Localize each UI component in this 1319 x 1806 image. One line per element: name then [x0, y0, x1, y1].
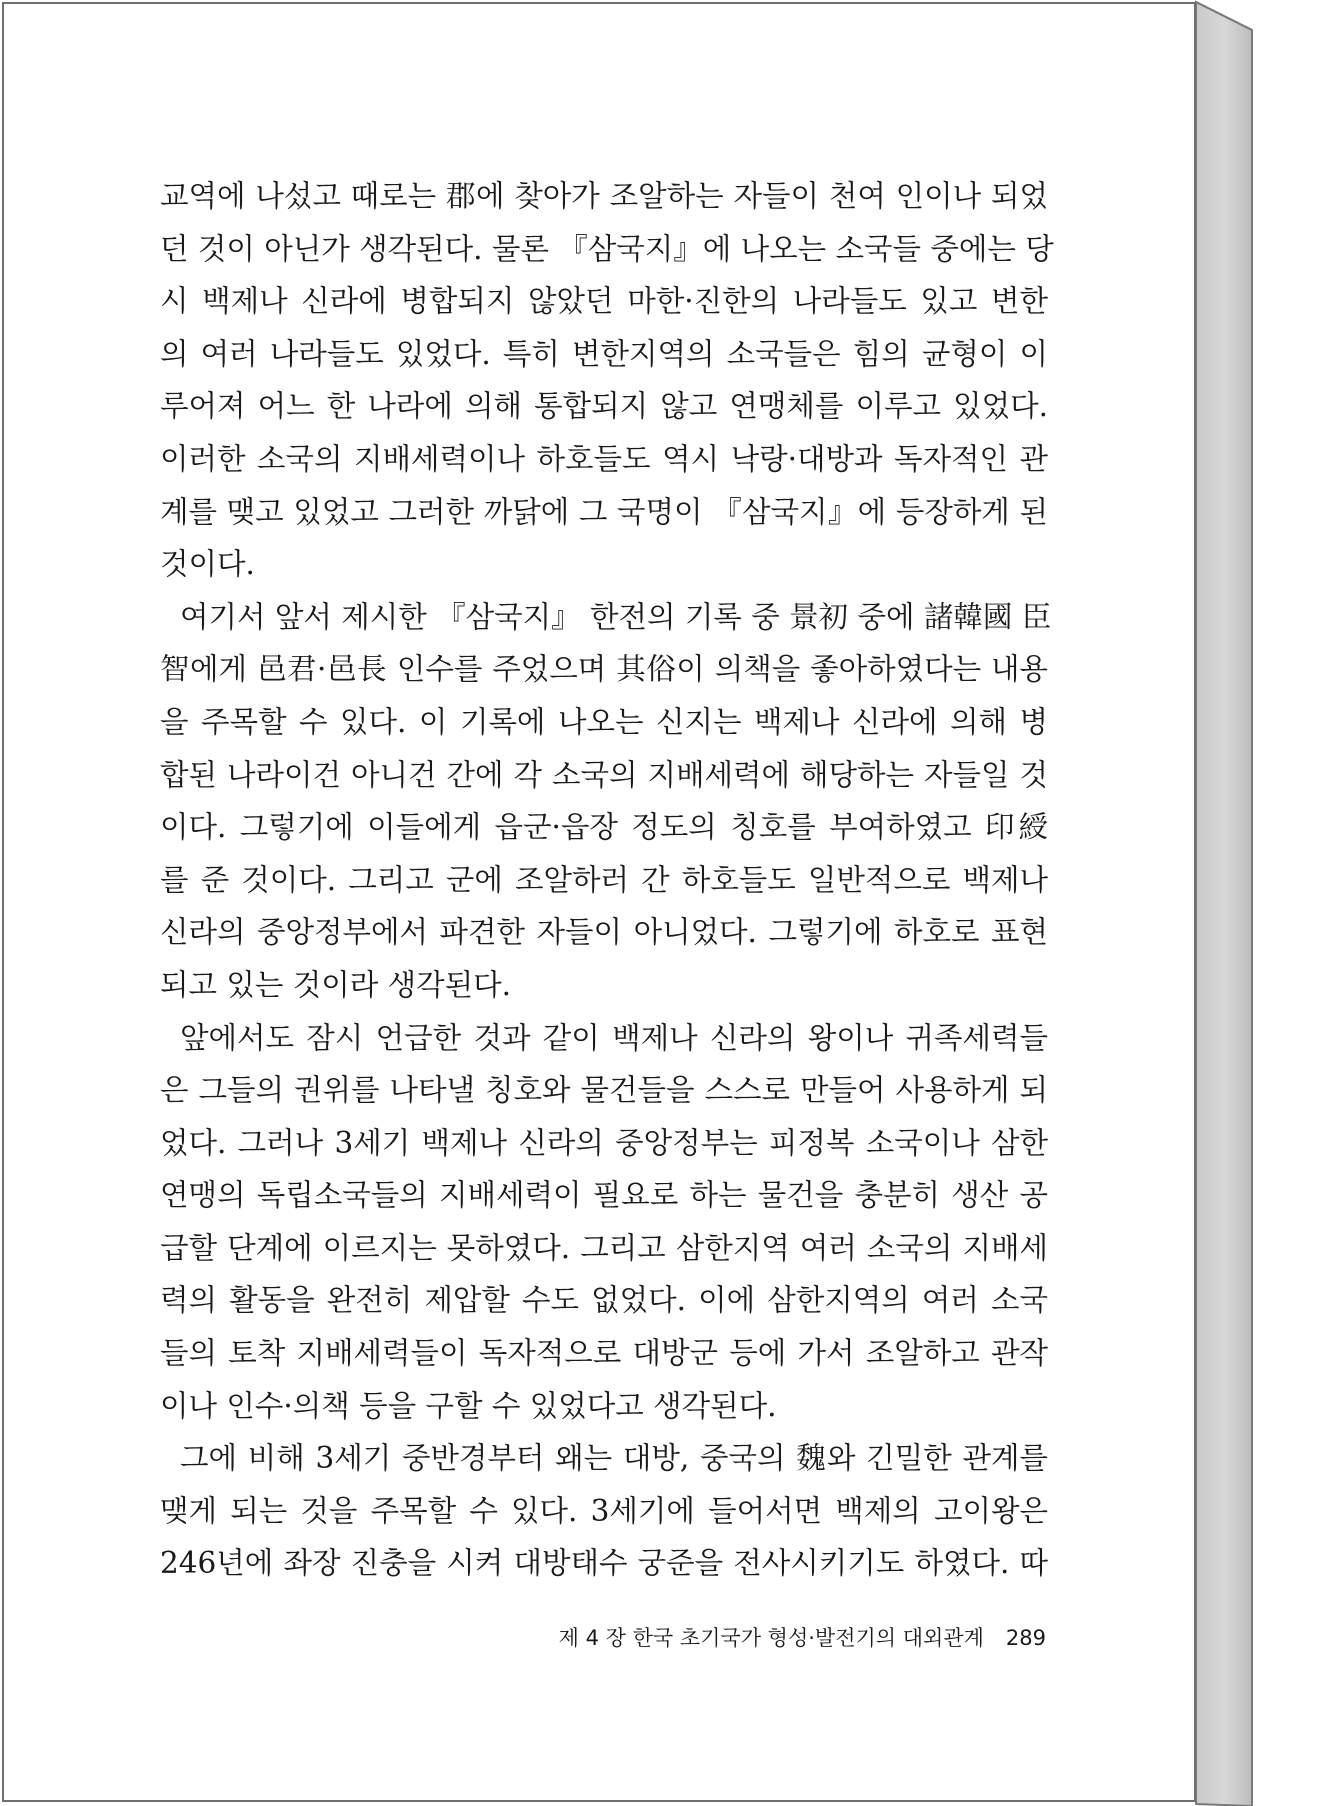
text-line: 이나 인수·의책 등을 구할 수 있었다고 생각된다.: [160, 1388, 777, 1423]
text-line: 계를 맺고 있었고 그러한 까닭에 그 국명이 『삼국지』에 등장하게 된: [160, 494, 1048, 529]
running-footer: [480, 1618, 1046, 1658]
text-line: 智에게 邑君·邑長 인수를 주었으며 其俗이 의책을 좋아하였다는 내용: [160, 652, 1048, 687]
text-line: 급할 단계에 이르지는 못하였다. 그리고 삼한지역 여러 소국의 지배세: [160, 1230, 1048, 1265]
text-line: 앞에서도 잠시 언급한 것과 같이 백제나 신라의 왕이나 귀족세력들: [180, 1020, 1048, 1055]
text-line: 합된 나라이건 아니건 간에 각 소국의 지배세력에 해당하는 자들일 것: [160, 757, 1048, 792]
text-line: 었다. 그러나 3세기 백제나 신라의 중앙정부는 피정복 소국이나 삼한: [160, 1125, 1048, 1160]
text-line: 력의 활동을 완전히 제압할 수도 없었다. 이에 삼한지역의 여러 소국: [160, 1283, 1048, 1318]
text-line: 맺게 되는 것을 주목할 수 있다. 3세기에 들어서면 백제의 고이왕은: [160, 1493, 1048, 1528]
text-line: 그에 비해 3세기 중반경부터 왜는 대방, 중국의 魏와 긴밀한 관계를: [180, 1441, 1048, 1476]
text-line: 들의 토착 지배세력들이 독자적으로 대방군 등에 가서 조알하고 관작: [160, 1336, 1048, 1371]
text-line: 던 것이 아닌가 생각된다. 물론 『삼국지』에 나오는 소국들 중에는 당: [160, 231, 1054, 266]
text-line: 시 백제나 신라에 병합되지 않았던 마한·진한의 나라들도 있고 변한: [160, 284, 1048, 319]
text-line: 것이다.: [160, 547, 255, 582]
text-line: 를 준 것이다. 그리고 군에 조알하러 간 하호들도 일반적으로 백제나: [160, 862, 1048, 897]
text-line: 을 주목할 수 있다. 이 기록에 나오는 신지는 백제나 신라에 의해 병: [160, 704, 1048, 739]
page-number: 289: [1005, 1626, 1046, 1650]
text-line: 이다. 그렇기에 이들에게 읍군·읍장 정도의 칭호를 부여하였고 印綬: [160, 810, 1048, 845]
text-line: 루어져 어느 한 나라에 의해 통합되지 않고 연맹체를 이루고 있었다.: [160, 389, 1048, 424]
text-line: 이러한 소국의 지배세력이나 하호들도 역시 낙랑·대방과 독자적인 관: [160, 441, 1048, 476]
text-line: 교역에 나섰고 때로는 郡에 찾아가 조알하는 자들이 천여 인이나 되었: [160, 179, 1048, 213]
text-line: 은 그들의 권위를 나타낼 칭호와 물건들을 스스로 만들어 사용하게 되: [160, 1073, 1048, 1108]
text-line: 여기서 앞서 제시한 『삼국지』 한전의 기록 중 景初 중에 諸韓國 臣: [180, 599, 1052, 634]
text-line: 연맹의 독립소국들의 지배세력이 필요로 하는 물건을 충분히 생산 공: [160, 1178, 1048, 1213]
body-text: [160, 170, 1054, 1590]
text-line: 의 여러 나라들도 있었다. 특히 변한지역의 소국들은 힘의 균형이 이: [160, 336, 1048, 371]
text-line: 신라의 중앙정부에서 파견한 자들이 아니었다. 그렇기에 하호로 표현: [160, 915, 1048, 950]
chapter-title: 제 4 장 한국 초기국가 형성·발전기의 대외관계: [558, 1626, 984, 1650]
text-line: 246년에 좌장 진충을 시켜 대방태수 궁준을 전사시키기도 하였다. 따: [160, 1546, 1048, 1581]
text-line: 되고 있는 것이라 생각된다.: [160, 967, 511, 1002]
